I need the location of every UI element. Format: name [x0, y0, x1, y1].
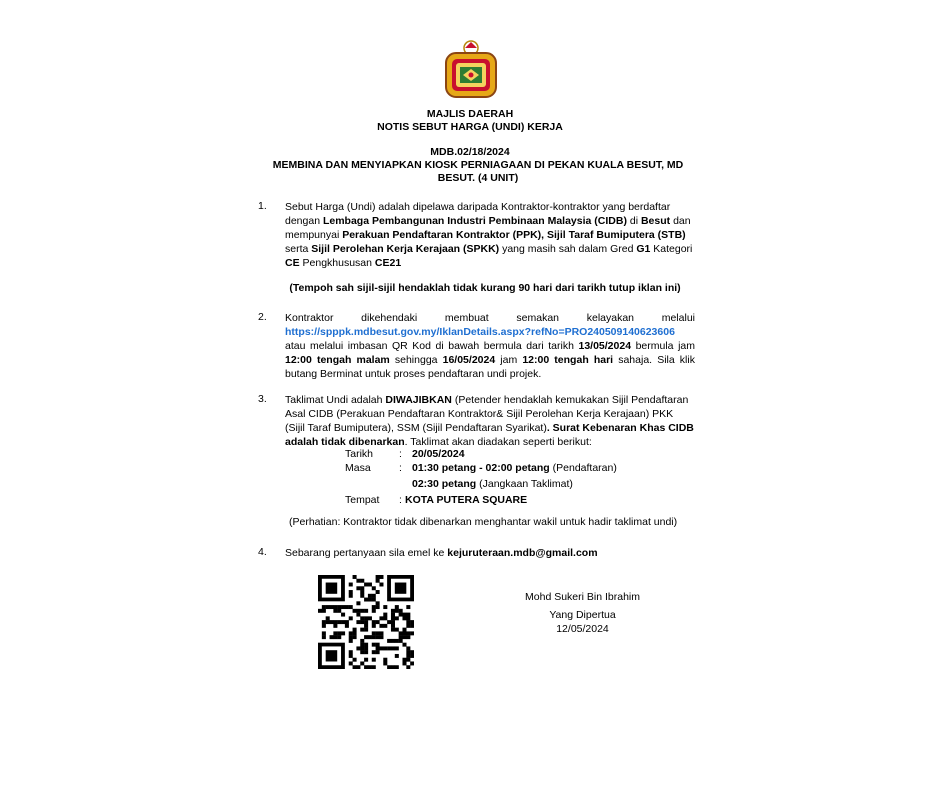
item-3-number: 3. — [258, 393, 267, 405]
representative-warning: (Perhatian: Kontraktor tidak dibenarkan menghantar wakil untuk hadir taklimat undi) — [289, 516, 678, 528]
certificate-validity-note: (Tempoh sah sijil-sijil hendaklah tidak kurang 90 hari dari tarikh tutup iklan ini) — [289, 282, 681, 294]
signature-date: 12/05/2024 — [556, 623, 609, 635]
item-1-number: 1. — [258, 200, 267, 212]
briefing-time-label: Masa — [345, 462, 371, 474]
briefing-registration-time: 01:30 petang - 02:00 petang (Pendaftaran) — [412, 462, 617, 474]
briefing-venue-colon: : — [399, 494, 402, 506]
briefing-date-value: 20/05/2024 — [412, 448, 465, 460]
org-name: MAJLIS DAERAH — [426, 108, 514, 120]
briefing-venue-label: Tempat — [345, 494, 380, 506]
briefing-venue-value: KOTA PUTERA SQUARE — [405, 494, 528, 506]
item-1-text: Sebut Harga (Undi) adalah dipelawa daripada Kontraktor-kontraktor yang berdaftar dengan Lembaga Pembangunan Industri Pembinaan Malaysia (CIDB) di Besut dan mempunyai Perakuan Pendaftaran Kontraktor (PPK), Sijil Taraf Bumiputera (STB) serta Sijil Perolehan Kerja Kerajaan (SPKK) yang masih sah dalam Gred G1 Kategori CE Pengkhususan CE21 — [285, 201, 693, 269]
briefing-time-colon: : — [399, 462, 402, 474]
briefing-session-time: 02:30 petang (Jangkaan Taklimat) — [412, 478, 573, 490]
contact-email[interactable]: kejuruteraan.mdb@gmail.com — [447, 547, 598, 559]
registration-link[interactable]: https://spppk.mdbesut.gov.my/IklanDetails.aspx?refNo=PRO240509140623606 — [285, 326, 675, 338]
notice-title: NOTIS SEBUT HARGA (UNDI) KERJA — [377, 121, 563, 133]
item-4-text: Sebarang pertanyaan sila emel ke kejuruteraan.mdb@gmail.com — [285, 547, 598, 559]
qr-code[interactable] — [318, 575, 414, 669]
signatory-name: Mohd Sukeri Bin Ibrahim — [525, 591, 640, 603]
reference-number: MDB.02/18/2024 — [430, 146, 510, 158]
item-2-text: Kontraktor dikehendaki membuat semakan kelayakan melalui https://spppk.mdbesut.gov.my/IklanDetails.aspx?refNo=PRO240509140623606 atau melalui imbasan QR Kod di bawah bermula dari tarikh 13/05/2024 bermula jam 12:00 tengah malam sehingga 16/05/2024 jam 12:00 tengah hari sahaja. Sila klik butang Berminat untuk proses pendaftaran undi projek. — [285, 312, 695, 380]
item-2-number: 2. — [258, 311, 267, 323]
project-title: MEMBINA DAN MENYIAPKAN KIOSK PERNIAGAAN DI PEKAN KUALA BESUT, MD BESUT. (4 UNIT) — [272, 159, 684, 184]
item-3-text: Taklimat Undi adalah DIWAJIBKAN (Petender hendaklah kemukakan Sijil Pendaftaran Asal CIDB (Perakuan Pendaftaran Kontraktor& Sijil Perolehan Kerja Kerajaan) PKK (Sijil Taraf Bumiputera), SSM (Sijil Pendaftaran Syarikat). Surat Kebenaran Khas CIDB adalah tidak dibenarkan. Taklimat akan diadakan seperti berikut: — [285, 394, 694, 448]
signatory-position: Yang Dipertua — [549, 609, 616, 621]
briefing-date-label: Tarikh — [345, 448, 374, 460]
briefing-date-colon: : — [399, 448, 402, 460]
council-logo — [443, 40, 499, 98]
item-4-number: 4. — [258, 546, 267, 558]
